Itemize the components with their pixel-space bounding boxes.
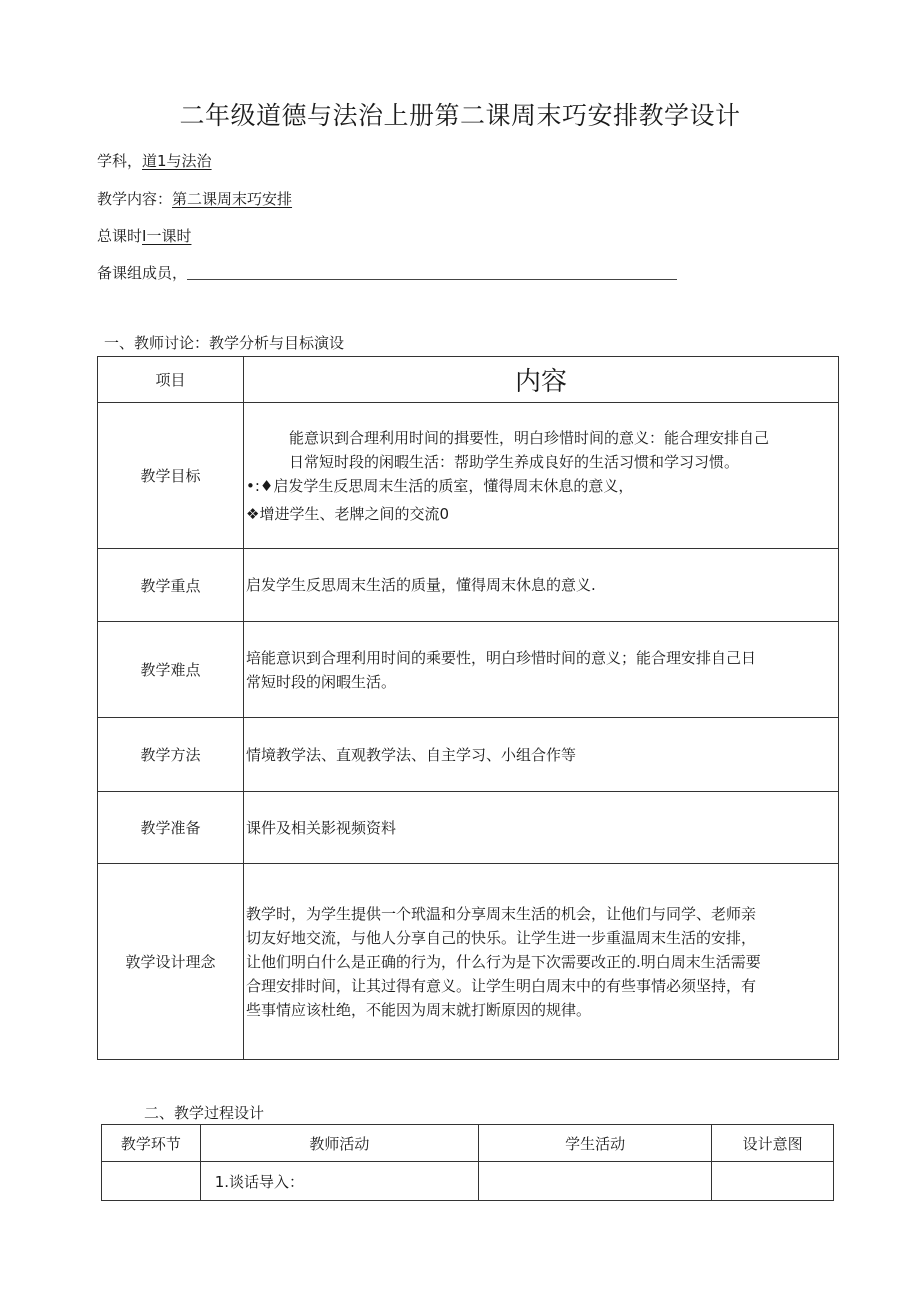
hours-value: I一课时 [142, 227, 192, 245]
process-row [102, 1162, 834, 1201]
concept-line-5: 些事情应该杜绝，不能因为周末就打断原因的规律。 [246, 1000, 592, 1019]
members-label: 备课组成员， [97, 264, 188, 282]
process-table [101, 1124, 834, 1201]
table-header-row [98, 357, 839, 403]
members-line [97, 262, 677, 283]
content-label: 教学内容： [97, 190, 173, 208]
concept-content [244, 864, 839, 1060]
hours-line [97, 225, 191, 246]
goal-line-2: 日常短时段的闲暇生活：帮助学生养成良好的生活习惯和学习习惯。 [289, 452, 740, 471]
table-row-goal [98, 403, 839, 549]
student-activity-cell [479, 1162, 712, 1201]
subject-value: 道1与法治 [142, 152, 212, 170]
subject-line [97, 150, 212, 171]
prep-label: 教学准备 [98, 792, 244, 864]
process-header-row [102, 1125, 834, 1162]
difficulty-label: 教学难点 [98, 622, 244, 718]
table-row-key [98, 549, 839, 622]
table-row-prep [98, 792, 839, 864]
prep-text: 课件及相关影视频资料 [244, 792, 839, 864]
concept-line-3: 让他们明白什么是正确的行为，什么行为是下次需要改正的.明白周末生活需要 [246, 952, 761, 971]
stage-cell [102, 1162, 201, 1201]
page-title: 二年级道德与法治上册第二课周末巧安排教学设计 [179, 101, 741, 130]
key-label: 教学重点 [98, 549, 244, 622]
concept-line-1: 教学时，为学生提供一个玳温和分享周末生活的机会，让他们与同学、老师亲 [246, 904, 757, 923]
table-row-difficulty [98, 622, 839, 718]
table-row-method [98, 718, 839, 792]
content-line [97, 188, 292, 209]
key-text: 启发学生反思周末生活的质量，懂得周末休息的意义. [244, 549, 839, 622]
goal-label: 教学目标 [98, 403, 244, 549]
members-blank [187, 263, 677, 280]
concept-label: 敦学设计理念 [98, 864, 244, 1060]
header-content: 内容 [244, 357, 839, 403]
header-item: 项目 [98, 357, 244, 403]
section-heading-2: 二、教学过程设计 [144, 1104, 265, 1122]
header-stage: 教学环节 [102, 1125, 201, 1162]
difficulty-line-2: 常短时段的闲暇生活。 [246, 672, 397, 691]
intent-cell [712, 1162, 834, 1201]
difficulty-content [244, 622, 839, 718]
teacher-activity-cell: 1.谈话导入： [200, 1162, 478, 1201]
goal-content [244, 403, 839, 549]
table-row-concept [98, 864, 839, 1060]
concept-line-2: 切友好地交流，与他人分享自己的快乐。让学生进一步重温周末生活的安排， [246, 928, 757, 947]
method-label: 教学方法 [98, 718, 244, 792]
section-heading-1: 一、教师讨论：教学分析与目标演设 [104, 334, 345, 352]
header-intent: 设计意图 [712, 1125, 834, 1162]
method-text: 情境教学法、直观教学法、自主学习、小组合作等 [244, 718, 839, 792]
analysis-table [97, 356, 839, 1060]
content-value: 第二课周末巧安排 [172, 190, 293, 208]
header-teacher: 教师活动 [200, 1125, 478, 1162]
header-student: 学生活动 [479, 1125, 712, 1162]
concept-line-4: 合理安排时间，让其过得有意义。让学生明白周末中的有些事情必须坚持，有 [246, 976, 757, 995]
subject-label: 学科， [97, 152, 143, 170]
goal-line-3: •:♦启发学生反思周末生活的质室，懂得周末休息的意义， [246, 476, 634, 495]
goal-line-1: 能意识到合理利用时间的揖要性，明白珍惜时间的意义：能合理安排自己 [289, 428, 770, 447]
hours-label: 总课时 [97, 227, 143, 245]
goal-line-4: ❖增进学生、老牌之间的交流0 [246, 504, 449, 523]
difficulty-line-1: 培能意识到合理利用时间的乘要性，明白珍惜时间的意义；能合理安排自己日 [246, 648, 757, 667]
